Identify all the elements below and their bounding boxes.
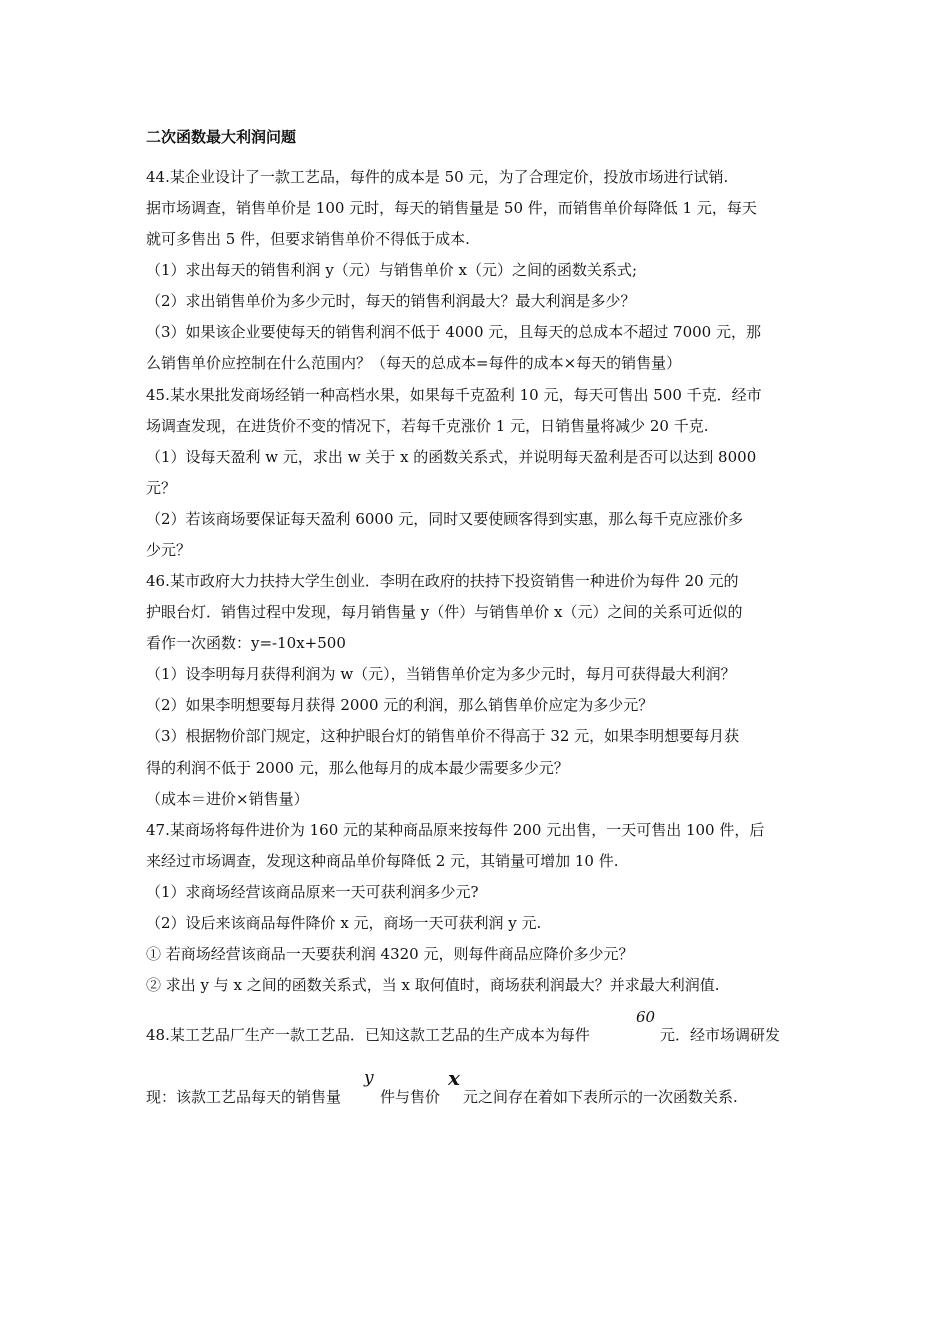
text-line: （2）求出销售单价为多少元时，每天的销售利润最大？最大利润是多少？ bbox=[146, 292, 636, 310]
q48-line2-text-c: 元之间存在着如下表所示的一次函数关系. bbox=[463, 1088, 738, 1106]
text-line: 护眼台灯．销售过程中发现，每月销售量 y（件）与销售单价 x（元）之间的关系可近似的 bbox=[146, 603, 743, 621]
math-y: y bbox=[364, 1068, 374, 1088]
q48-line1-text-after: 元．经市场调研发 bbox=[660, 1026, 781, 1044]
page-title: 二次函数最大利润问题 bbox=[146, 128, 297, 146]
q48-line2-text-a: 现：该款工艺品每天的销售量 bbox=[146, 1088, 342, 1106]
text-line: 44.某企业设计了一款工艺品，每件的成本是 50 元，为了合理定价，投放市场进行试销. bbox=[146, 168, 729, 186]
text-line: （1）设李明每月获得利润为 w（元），当销售单价定为多少元时，每月可获得最大利润？ bbox=[146, 665, 736, 683]
math-60: 60 bbox=[636, 1008, 656, 1026]
text-line: ① 若商场经营该商品一天要获利润 4320 元，则每件商品应降价多少元？ bbox=[146, 945, 634, 963]
text-line: 看作一次函数：y=-10x+500 bbox=[146, 634, 346, 652]
text-line: （1）设每天盈利 w 元，求出 w 关于 x 的函数关系式，并说明每天盈利是否可以达到 8000 bbox=[146, 448, 757, 466]
text-line: （2）设后来该商品每件降价 x 元，商场一天可获利润 y 元. bbox=[146, 914, 542, 932]
text-line: 45.某水果批发商场经销一种高档水果，如果每千克盈利 10 元，每天可售出 500 千克．经市 bbox=[146, 386, 762, 404]
text-line: 元？ bbox=[146, 479, 177, 497]
text-line: 得的利润不低于 2000 元，那么他每月的成本最少需要多少元？ bbox=[146, 759, 569, 777]
text-line: 少元？ bbox=[146, 541, 192, 559]
text-line: 么销售单价应控制在什么范围内？（每天的总成本=每件的成本×每天的销售量） bbox=[146, 354, 682, 372]
text-line: 据市场调查，销售单价是 100 元时，每天的销售量是 50 件，而销售单价每降低 1 元，每天 bbox=[146, 199, 757, 217]
text-line: （成本＝进价×销售量） bbox=[146, 790, 309, 808]
q48-line2-text-b: 件与售价 bbox=[380, 1088, 441, 1106]
text-line: ② 求出 y 与 x 之间的函数关系式，当 x 取何值时，商场获利润最大？并求最大利润值. bbox=[146, 976, 720, 994]
math-x: x bbox=[448, 1066, 460, 1090]
text-line: （2）如果李明想要每月获得 2000 元的利润，那么销售单价应定为多少元？ bbox=[146, 696, 654, 714]
text-line: 46.某市政府大力扶持大学生创业．李明在政府的扶持下投资销售一种进价为每件 20 元的 bbox=[146, 572, 739, 590]
text-line: （1）求出每天的销售利润 y（元）与销售单价 x（元）之间的函数关系式; bbox=[146, 261, 638, 279]
text-line: 场调查发现，在进货价不变的情况下，若每千克涨价 1 元，日销售量将减少 20 千克. bbox=[146, 417, 709, 435]
text-line: （3）如果该企业要使每天的销售利润不低于 4000 元，且每天的总成本不超过 7000 元，那 bbox=[146, 323, 761, 341]
q48-line1-text: 48.某工艺品厂生产一款工艺品．已知这款工艺品的生产成本为每件 bbox=[146, 1026, 590, 1044]
text-line: 来经过市场调查，发现这种商品单价每降低 2 元，其销量可增加 10 件. bbox=[146, 852, 619, 870]
text-line: 就可多售出 5 件，但要求销售单价不得低于成本. bbox=[146, 230, 470, 248]
text-line: （2）若该商场要保证每天盈利 6000 元，同时又要使顾客得到实惠，那么每千克应涨价多 bbox=[146, 510, 744, 528]
text-line: （1）求商场经营该商品原来一天可获利润多少元? bbox=[146, 883, 479, 901]
text-line: （3）根据物价部门规定，这种护眼台灯的销售单价不得高于 32 元，如果李明想要每月获 bbox=[146, 727, 740, 745]
text-line: 47.某商场将每件进价为 160 元的某种商品原来按每件 200 元出售，一天可售出 100 件，后 bbox=[146, 821, 765, 839]
